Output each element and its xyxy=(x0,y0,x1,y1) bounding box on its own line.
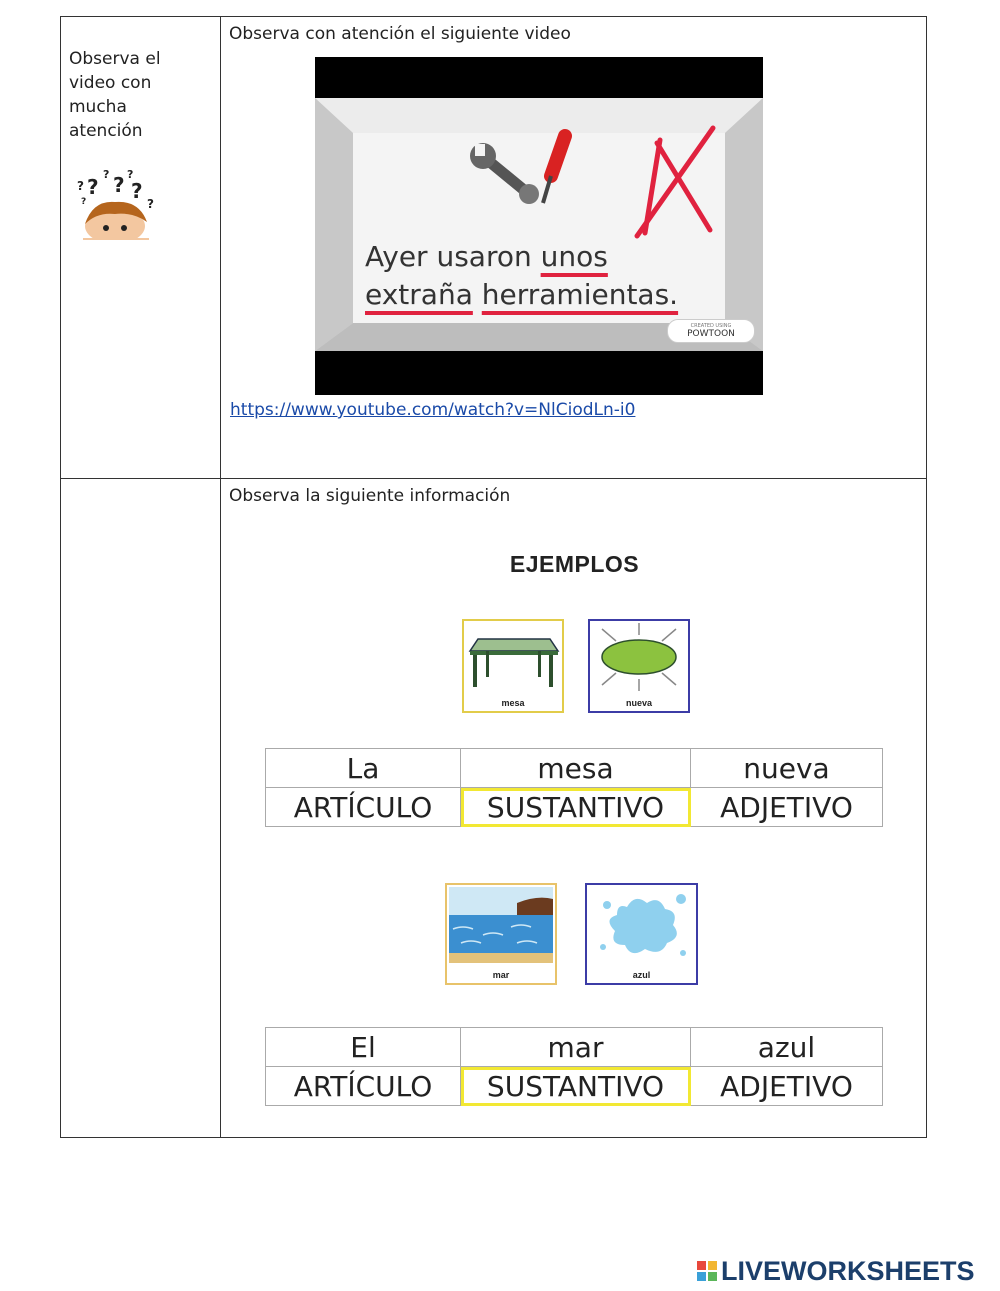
picto-label-azul: azul xyxy=(632,970,651,980)
example2-words-row xyxy=(266,1028,883,1067)
picto-label-nueva: nueva xyxy=(625,698,652,708)
word-article: La xyxy=(266,749,461,788)
category-noun-highlighted: SUSTANTIVO xyxy=(461,788,691,827)
svg-text:?: ? xyxy=(147,197,154,211)
info-row xyxy=(61,479,927,1138)
table-icon xyxy=(464,621,562,691)
left-instruction-text: Observa el video con mucha atención xyxy=(69,49,161,141)
word-noun: mar xyxy=(461,1028,691,1067)
video-heading: Observa con atención el siguiente video xyxy=(229,24,571,44)
example2-table xyxy=(265,1027,883,1106)
pictogram-mesa xyxy=(462,619,564,713)
example1-table xyxy=(265,748,883,827)
video-caption xyxy=(365,238,678,314)
svg-text:?: ? xyxy=(131,179,143,203)
left-instruction-cell xyxy=(61,17,221,479)
category-noun-highlighted: SUSTANTIVO xyxy=(461,1067,691,1106)
info-cell xyxy=(221,479,927,1138)
video-row xyxy=(61,17,927,479)
svg-text:?: ? xyxy=(87,175,99,199)
video-player[interactable] xyxy=(315,57,763,395)
logo-blocks-icon xyxy=(697,1261,717,1281)
category-adjective: ADJETIVO xyxy=(691,1067,883,1106)
powtoon-badge xyxy=(667,319,755,343)
youtube-link[interactable]: https://www.youtube.com/watch?v=NlCiodLn-i0 xyxy=(230,400,636,420)
shiny-icon xyxy=(590,621,688,691)
svg-text:?: ? xyxy=(103,168,110,181)
example1-words-row xyxy=(266,749,883,788)
video-thumbnail xyxy=(315,98,763,351)
empty-left-cell xyxy=(61,479,221,1138)
svg-text:?: ? xyxy=(81,197,87,207)
caption-word-extrana: extraña xyxy=(365,278,473,311)
picto-label-mesa: mesa xyxy=(501,698,525,708)
example1-categories-row xyxy=(266,788,883,827)
worksheet-table xyxy=(60,16,927,1138)
video-cell xyxy=(221,17,927,479)
info-heading: Observa la siguiente información xyxy=(229,486,511,506)
confused-kid-icon xyxy=(73,164,163,240)
pictogram-mar xyxy=(445,883,557,985)
svg-text:?: ? xyxy=(127,168,134,181)
word-adjective: azul xyxy=(691,1028,883,1067)
badge-brand-text: POWTOON xyxy=(687,329,735,339)
liveworksheets-logo xyxy=(697,1256,975,1286)
paint-splash-icon xyxy=(587,885,696,965)
logo-text: LIVEWORKSHEETS xyxy=(721,1255,975,1286)
category-article: ARTÍCULO xyxy=(266,788,461,827)
svg-text:?: ? xyxy=(77,179,84,193)
category-article: ARTÍCULO xyxy=(266,1067,461,1106)
caption-word-unos: unos xyxy=(540,240,608,273)
word-article: El xyxy=(266,1028,461,1067)
example2-categories-row xyxy=(266,1067,883,1106)
word-adjective: nueva xyxy=(691,749,883,788)
badge-small-text: CREATED USING xyxy=(690,323,732,329)
category-adjective: ADJETIVO xyxy=(691,788,883,827)
caption-text: Ayer usaron xyxy=(365,240,541,273)
word-noun: mesa xyxy=(461,749,691,788)
pictogram-azul xyxy=(585,883,698,985)
svg-text:?: ? xyxy=(113,173,125,197)
examples-title: EJEMPLOS xyxy=(509,551,640,577)
picto-label-mar: mar xyxy=(492,970,510,980)
caption-word-herramientas: herramientas. xyxy=(481,278,679,311)
pictogram-nueva xyxy=(588,619,690,713)
sea-icon xyxy=(447,885,555,965)
